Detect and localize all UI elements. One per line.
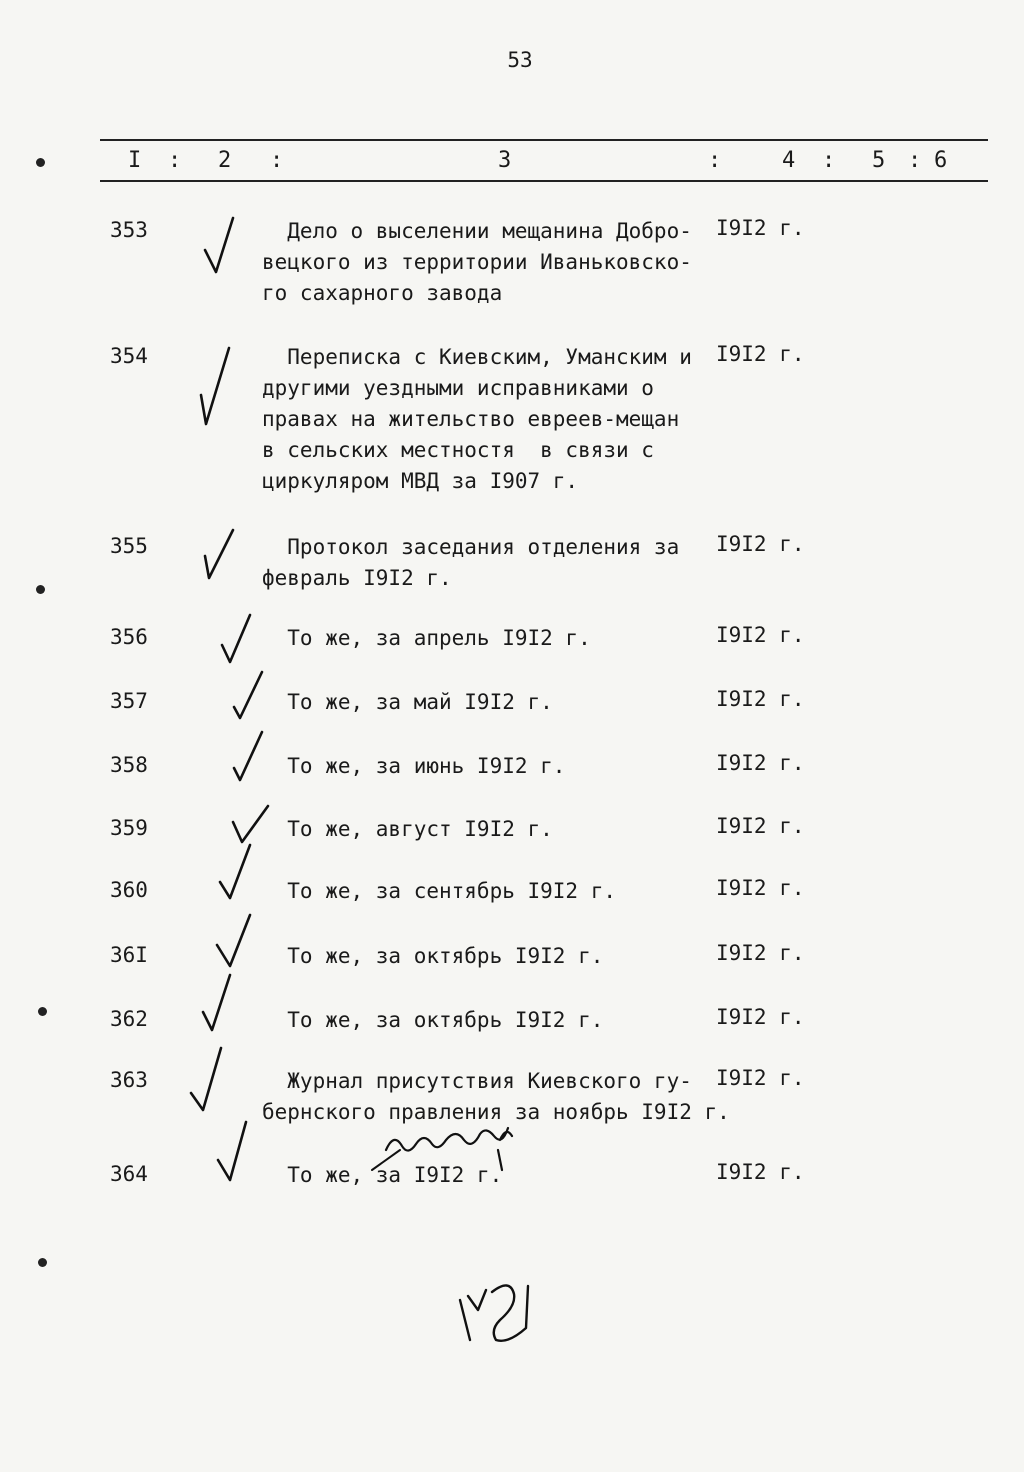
- header-col-3: 3: [498, 148, 512, 173]
- header-sep: :: [822, 148, 836, 173]
- check-mark-icon: [205, 530, 233, 578]
- row-number: 354: [110, 344, 148, 368]
- row-title-line: другими уездными исправниками о: [262, 376, 654, 400]
- row-title-line: То же, за октябрь I9I2 г.: [262, 1008, 604, 1032]
- check-mark-icon: [191, 1048, 221, 1110]
- check-mark-icon: [201, 348, 229, 424]
- row-number: 360: [110, 878, 148, 902]
- row-number: 353: [110, 218, 148, 242]
- check-mark-icon: [217, 915, 250, 966]
- check-mark-icon: [218, 1122, 246, 1180]
- check-mark-icon: [220, 845, 250, 898]
- row-title-line: го сахарного завода: [262, 281, 503, 305]
- row-number: 358: [110, 753, 148, 777]
- row-title-line: То же, за апрель I9I2 г.: [262, 626, 591, 650]
- header-col-1: I: [128, 148, 142, 173]
- punch-hole: [36, 158, 45, 167]
- row-title-line: То же, за май I9I2 г.: [262, 690, 553, 714]
- row-title-line: Дело о выселении мещанина Добро-: [262, 219, 692, 243]
- row-title-line: Журнал присутствия Киевского гу-: [262, 1069, 692, 1093]
- row-year: I9I2 г.: [716, 216, 805, 240]
- check-mark-icon: [234, 672, 262, 718]
- check-mark-icon: [222, 615, 250, 662]
- header-sep: :: [708, 148, 722, 173]
- check-mark-icon: [203, 975, 230, 1030]
- correction-strike: [372, 1150, 400, 1170]
- row-year: I9I2 г.: [716, 876, 805, 900]
- row-number: 36I: [110, 943, 148, 967]
- row-year: I9I2 г.: [716, 342, 805, 366]
- row-year: I9I2 г.: [716, 814, 805, 838]
- punch-hole: [38, 1007, 47, 1016]
- header-col-6: 6: [934, 148, 948, 173]
- header-col-4: 4: [782, 148, 796, 173]
- row-title-line: То же, за I9I2 г.: [262, 1163, 503, 1187]
- row-number: 355: [110, 534, 148, 558]
- row-number: 362: [110, 1007, 148, 1031]
- row-title-line: Переписка с Киевским, Уманским и: [262, 345, 692, 369]
- row-title-line: То же, за сентябрь I9I2 г.: [262, 879, 617, 903]
- row-number: 359: [110, 816, 148, 840]
- row-year: I9I2 г.: [716, 623, 805, 647]
- row-year: I9I2 г.: [716, 687, 805, 711]
- row-title-line: То же, за июнь I9I2 г.: [262, 754, 566, 778]
- row-title-line: Протокол заседания отделения за: [262, 535, 680, 559]
- row-title-line: То же, за октябрь I9I2 г.: [262, 944, 604, 968]
- row-year: I9I2 г.: [716, 1160, 805, 1184]
- row-number: 356: [110, 625, 148, 649]
- header-col-5: 5: [872, 148, 886, 173]
- row-year: I9I2 г.: [716, 941, 805, 965]
- check-mark-icon: [234, 732, 262, 780]
- row-title-line: вецкого из территории Иваньковско-: [262, 250, 692, 274]
- row-title-line: в сельских местностя в связи с: [262, 438, 654, 462]
- row-title-line: циркуляром МВД за I907 г.: [262, 469, 579, 493]
- row-title-line: То же, август I9I2 г.: [262, 817, 553, 841]
- punch-hole: [38, 1258, 47, 1267]
- header-sep: :: [270, 148, 284, 173]
- row-number: 364: [110, 1162, 148, 1186]
- punch-hole: [36, 585, 45, 594]
- row-year: I9I2 г.: [716, 1066, 805, 1090]
- check-mark-icon: [205, 218, 233, 272]
- row-number: 357: [110, 689, 148, 713]
- header-col-2: 2: [218, 148, 232, 173]
- row-title-line: бернского правления за ноябрь I9I2 г.: [262, 1100, 730, 1124]
- row-year: I9I2 г.: [716, 532, 805, 556]
- row-title-line: февраль I9I2 г.: [262, 566, 452, 590]
- handwritten-correction: [386, 1128, 512, 1170]
- header-sep: :: [168, 148, 182, 173]
- row-year: I9I2 г.: [716, 1005, 805, 1029]
- check-mark-icon: [233, 806, 268, 842]
- row-title-line: правах на жительство евреев-мещан: [262, 407, 680, 431]
- page-number: 53: [507, 48, 533, 72]
- header-sep: :: [908, 148, 922, 173]
- row-year: I9I2 г.: [716, 751, 805, 775]
- handwritten-page-count: [460, 1285, 528, 1340]
- row-number: 363: [110, 1068, 148, 1092]
